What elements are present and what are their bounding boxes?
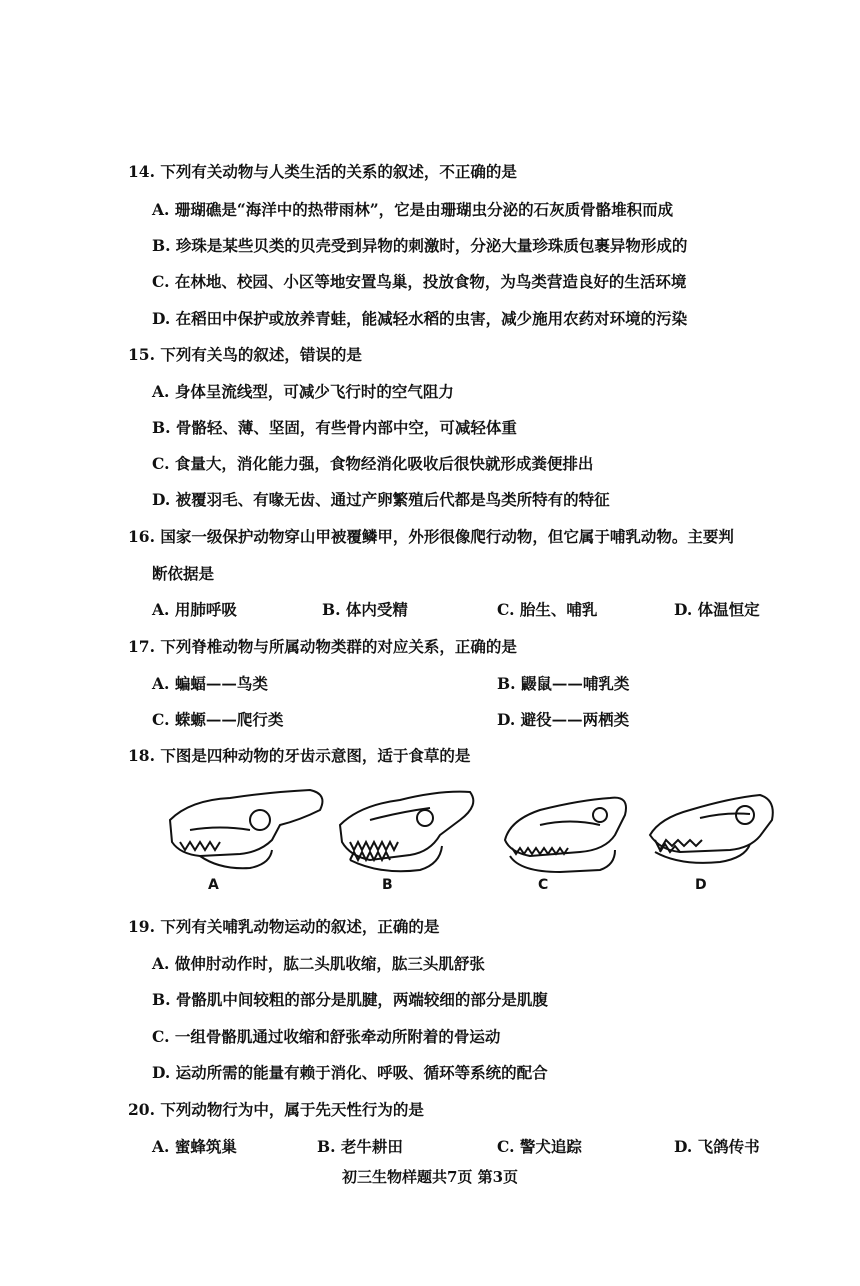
skull-label-c: C [538, 877, 549, 893]
question-18-stem: 18. 下图是四种动物的牙齿示意图，适于食草的是 [128, 746, 471, 765]
question-16-option-c: C. 胎生、哺乳 [497, 600, 598, 619]
question-15-option-b: B. 骨骼轻、薄、坚固，有些骨内部中空，可减轻体重 [152, 418, 517, 437]
question-19-option-b: B. 骨骼肌中间较粗的部分是肌腱，两端较细的部分是肌腹 [152, 990, 548, 1009]
question-16-option-b: B. 体内受精 [322, 600, 408, 619]
question-19-option-c: C. 一组骨骼肌通过收缩和舒张牵动所附着的骨运动 [152, 1027, 501, 1046]
skull-drawings [160, 780, 780, 895]
question-15-option-a: A. 身体呈流线型，可减少飞行时的空气阻力 [152, 382, 454, 401]
question-20-option-b: B. 老牛耕田 [317, 1137, 403, 1156]
question-17-stem: 17. 下列脊椎动物与所属动物类群的对应关系，正确的是 [128, 637, 517, 656]
skull-label-d: D [695, 877, 707, 893]
question-15-stem: 15. 下列有关鸟的叙述，错误的是 [128, 345, 362, 364]
skull-d-drawing [650, 795, 773, 863]
question-20-option-d: D. 飞鸽传书 [674, 1137, 760, 1156]
question-20-option-a: A. 蜜蜂筑巢 [152, 1137, 237, 1156]
question-20-stem: 20. 下列动物行为中，属于先天性行为的是 [128, 1100, 424, 1119]
skull-b-drawing [340, 792, 473, 872]
question-19-stem: 19. 下列有关哺乳动物运动的叙述，正确的是 [128, 917, 440, 936]
question-17-option-a: A. 蝙蝠——鸟类 [152, 674, 268, 693]
question-14-stem: 14. 下列有关动物与人类生活的关系的叙述，不正确的是 [128, 162, 517, 181]
question-17-option-d: D. 避役——两栖类 [497, 710, 630, 729]
question-14-option-b: B. 珍珠是某些贝类的贝壳受到异物的刺激时，分泌大量珍珠质包裹异物形成的 [152, 236, 688, 255]
question-16-stem-line2: 断依据是 [152, 564, 215, 583]
skull-c-drawing [505, 798, 626, 872]
question-14-option-c: C. 在林地、校园、小区等地安置鸟巢，投放食物，为鸟类营造良好的生活环境 [152, 272, 687, 291]
question-15-option-d: D. 被覆羽毛、有喙无齿、通过产卵繁殖后代都是鸟类所特有的特征 [152, 490, 610, 509]
question-19-option-a: A. 做伸肘动作时，肱二头肌收缩，肱三头肌舒张 [152, 954, 485, 973]
question-16-stem-line1: 16. 国家一级保护动物穿山甲被覆鳞甲，外形很像爬行动物，但它属于哺乳动物。主要判 [128, 527, 734, 546]
skull-label-a: A [208, 877, 219, 893]
skull-a-drawing [170, 790, 322, 868]
question-16-option-d: D. 体温恒定 [674, 600, 760, 619]
question-19-option-d: D. 运动所需的能量有赖于消化、呼吸、循环等系统的配合 [152, 1063, 548, 1082]
question-17-option-c: C. 蝾螈——爬行类 [152, 710, 284, 729]
question-14-option-d: D. 在稻田中保护或放养青蛙，能减轻水稻的虫害，减少施用农药对环境的污染 [152, 309, 688, 328]
question-17-option-b: B. 鼹鼠——哺乳类 [497, 674, 630, 693]
skull-label-b: B [382, 877, 393, 893]
question-15-option-c: C. 食量大，消化能力强，食物经消化吸收后很快就形成粪便排出 [152, 454, 594, 473]
teeth-diagram [160, 780, 780, 895]
question-16-option-a: A. 用肺呼吸 [152, 600, 237, 619]
page-footer: 初三生物样题共7页 第3页 [341, 1168, 519, 1186]
question-20-option-c: C. 警犬追踪 [497, 1137, 582, 1156]
question-14-option-a: A. 珊瑚礁是“海洋中的热带雨林”，它是由珊瑚虫分泌的石灰质骨骼堆积而成 [152, 200, 674, 219]
